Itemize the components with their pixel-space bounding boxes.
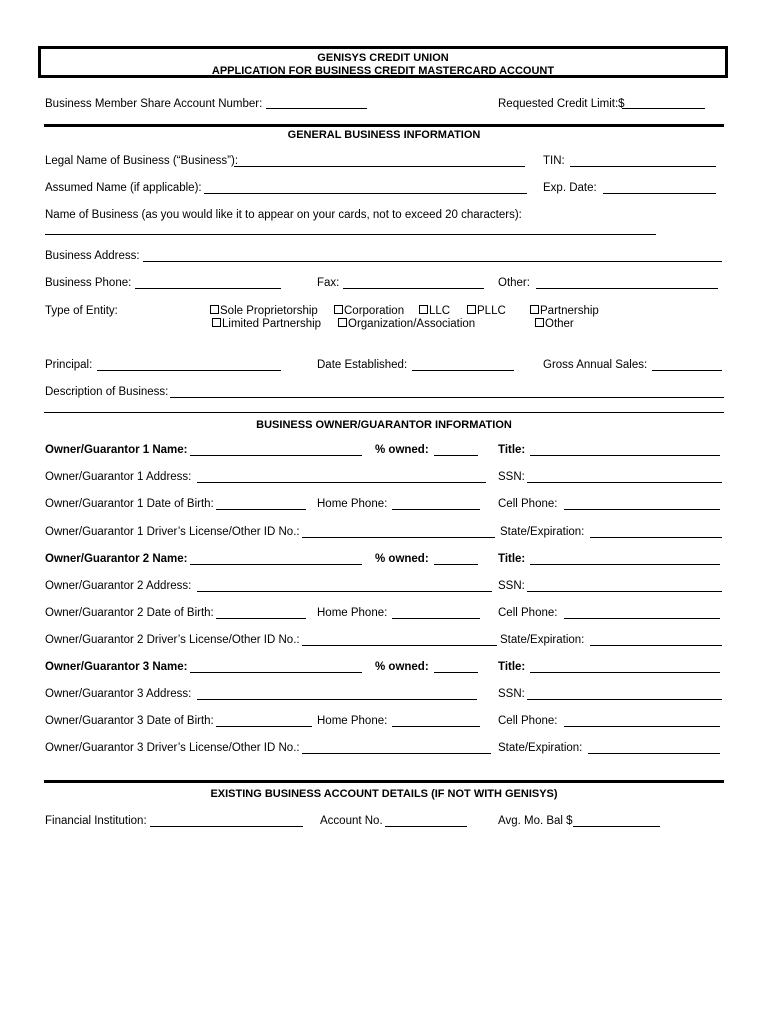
- owner1-name-field[interactable]: [190, 455, 362, 456]
- credit-limit-field[interactable]: [622, 108, 705, 109]
- description-field[interactable]: [170, 397, 724, 398]
- principal-field[interactable]: [97, 370, 281, 371]
- description-label: Description of Business:: [45, 386, 169, 398]
- owner3-ssn-label: SSN:: [498, 688, 525, 700]
- owner3-name-label: Owner/Guarantor 3 Name:: [45, 661, 188, 673]
- owner2-home-phone-label: Home Phone:: [317, 607, 388, 619]
- owner3-title-label: Title:: [498, 661, 526, 673]
- avg-balance-label: Avg. Mo. Bal $: [498, 815, 573, 827]
- assumed-name-label: Assumed Name (if applicable):: [45, 182, 202, 194]
- owner1-owned-label: % owned:: [375, 444, 429, 456]
- owner1-title-label: Title:: [498, 444, 526, 456]
- owner3-home-phone-label: Home Phone:: [317, 715, 388, 727]
- owner2-home-phone-field[interactable]: [392, 618, 480, 619]
- owner3-owned-field[interactable]: [434, 672, 478, 673]
- owner1-name-label: Owner/Guarantor 1 Name:: [45, 444, 188, 456]
- owner3-address-label: Owner/Guarantor 3 Address:: [45, 688, 192, 700]
- existing-section-title: EXISTING BUSINESS ACCOUNT DETAILS (IF NOT WITH GENISYS): [210, 788, 558, 800]
- owner3-address-field[interactable]: [197, 699, 477, 700]
- credit-union-name: GENISYS CREDIT UNION: [317, 52, 449, 64]
- legal-name-label: Legal Name of Business (“Business”):: [45, 155, 239, 167]
- gross-sales-field[interactable]: [652, 370, 722, 371]
- checkbox-icon: [467, 305, 476, 314]
- owner1-title-field[interactable]: [530, 455, 720, 456]
- checkbox-limited-partnership[interactable]: Limited Partnership: [212, 318, 321, 331]
- business-phone-label: Business Phone:: [45, 277, 132, 289]
- checkbox-corporation[interactable]: Corporation: [334, 305, 404, 318]
- financial-institution-label: Financial Institution:: [45, 815, 147, 827]
- exp-date-field[interactable]: [603, 193, 716, 194]
- form-title: APPLICATION FOR BUSINESS CREDIT MASTERCARD ACCOUNT: [211, 65, 555, 77]
- other-field[interactable]: [536, 288, 718, 289]
- checkbox-organization-association[interactable]: Organization/Association: [338, 318, 475, 331]
- checkbox-sole-proprietorship[interactable]: Sole Proprietorship: [210, 305, 318, 318]
- fax-field[interactable]: [343, 288, 484, 289]
- owner3-ssn-field[interactable]: [527, 699, 722, 700]
- owner2-cell-phone-label: Cell Phone:: [498, 607, 558, 619]
- other-label: Other:: [498, 277, 530, 289]
- checkbox-other[interactable]: Other: [535, 318, 574, 331]
- owner3-state-exp-label: State/Expiration:: [498, 742, 583, 754]
- owner1-cell-phone-field[interactable]: [564, 509, 720, 510]
- checkbox-icon: [535, 318, 544, 327]
- owner1-cell-phone-label: Cell Phone:: [498, 498, 558, 510]
- tin-field[interactable]: [570, 166, 716, 167]
- owner2-state-exp-label: State/Expiration:: [500, 634, 585, 646]
- card-name-field[interactable]: [45, 234, 656, 235]
- owner2-ssn-label: SSN:: [498, 580, 525, 592]
- owner1-address-label: Owner/Guarantor 1 Address:: [45, 471, 192, 483]
- checkbox-icon: [338, 318, 347, 327]
- owner2-state-exp-field[interactable]: [590, 645, 722, 646]
- assumed-name-field[interactable]: [204, 193, 527, 194]
- avg-balance-field[interactable]: [573, 826, 660, 827]
- section-divider: [44, 124, 724, 127]
- owner3-dob-field[interactable]: [216, 726, 312, 727]
- card-name-label: Name of Business (as you would like it to appear on your cards, not to exceed 20 characters):: [45, 209, 522, 221]
- section-divider: [44, 412, 724, 413]
- owner3-license-field[interactable]: [302, 753, 491, 754]
- owner2-title-label: Title:: [498, 553, 526, 565]
- entity-type-label: Type of Entity:: [45, 305, 118, 317]
- legal-name-field[interactable]: [234, 166, 525, 167]
- owner2-dob-field[interactable]: [216, 618, 306, 619]
- owner2-owned-field[interactable]: [434, 564, 478, 565]
- checkbox-icon: [419, 305, 428, 314]
- owner2-title-field[interactable]: [530, 564, 720, 565]
- owner3-title-field[interactable]: [530, 672, 720, 673]
- owner3-home-phone-field[interactable]: [392, 726, 480, 727]
- form-header: [38, 46, 728, 78]
- owner2-cell-phone-field[interactable]: [564, 618, 720, 619]
- checkbox-llc[interactable]: LLC: [419, 305, 450, 318]
- checkbox-pllc[interactable]: PLLC: [467, 305, 506, 318]
- owner1-home-phone-label: Home Phone:: [317, 498, 388, 510]
- owner2-address-label: Owner/Guarantor 2 Address:: [45, 580, 192, 592]
- owner1-owned-field[interactable]: [434, 455, 478, 456]
- financial-institution-field[interactable]: [150, 826, 303, 827]
- general-section-title: GENERAL BUSINESS INFORMATION: [287, 129, 481, 141]
- share-account-label: Business Member Share Account Number:: [45, 98, 263, 110]
- date-established-field[interactable]: [412, 370, 514, 371]
- owner1-home-phone-field[interactable]: [392, 509, 480, 510]
- owner1-license-field[interactable]: [302, 537, 495, 538]
- owner3-name-field[interactable]: [190, 672, 362, 673]
- owner3-state-exp-field[interactable]: [588, 753, 720, 754]
- checkbox-partnership[interactable]: Partnership: [530, 305, 599, 318]
- owner1-dob-label: Owner/Guarantor 1 Date of Birth:: [45, 498, 214, 510]
- section-divider: [44, 780, 724, 783]
- owner1-ssn-field[interactable]: [527, 482, 722, 483]
- owner2-ssn-field[interactable]: [527, 591, 722, 592]
- account-no-field[interactable]: [385, 826, 467, 827]
- owner3-license-label: Owner/Guarantor 3 Driver’s License/Other ID No.:: [45, 742, 300, 754]
- business-phone-field[interactable]: [135, 288, 281, 289]
- owner2-address-field[interactable]: [197, 591, 492, 592]
- account-no-label: Account No.: [320, 815, 383, 827]
- owner1-address-field[interactable]: [197, 482, 486, 483]
- owner1-dob-field[interactable]: [216, 509, 306, 510]
- owner2-license-field[interactable]: [302, 645, 497, 646]
- owner1-state-exp-label: State/Expiration:: [500, 526, 585, 538]
- tin-label: TIN:: [543, 155, 565, 167]
- owner1-license-label: Owner/Guarantor 1 Driver’s License/Other ID No.:: [45, 526, 300, 538]
- fax-label: Fax:: [317, 277, 340, 289]
- owner2-name-label: Owner/Guarantor 2 Name:: [45, 553, 188, 565]
- checkbox-icon: [530, 305, 539, 314]
- share-account-field[interactable]: [266, 108, 367, 109]
- owner3-owned-label: % owned:: [375, 661, 429, 673]
- gross-sales-label: Gross Annual Sales:: [543, 359, 648, 371]
- owner1-ssn-label: SSN:: [498, 471, 525, 483]
- checkbox-icon: [334, 305, 343, 314]
- principal-label: Principal:: [45, 359, 93, 371]
- owner2-name-field[interactable]: [190, 564, 362, 565]
- business-address-field[interactable]: [143, 261, 722, 262]
- owner3-dob-label: Owner/Guarantor 3 Date of Birth:: [45, 715, 214, 727]
- owner2-dob-label: Owner/Guarantor 2 Date of Birth:: [45, 607, 214, 619]
- business-address-label: Business Address:: [45, 250, 140, 262]
- owner3-cell-phone-field[interactable]: [564, 726, 720, 727]
- checkbox-icon: [210, 305, 219, 314]
- owner2-license-label: Owner/Guarantor 2 Driver’s License/Other ID No.:: [45, 634, 300, 646]
- owner3-cell-phone-label: Cell Phone:: [498, 715, 558, 727]
- owners-section-title: BUSINESS OWNER/GUARANTOR INFORMATION: [256, 419, 512, 431]
- credit-limit-label: Requested Credit Limit:$: [498, 98, 625, 110]
- checkbox-icon: [212, 318, 221, 327]
- exp-date-label: Exp. Date:: [543, 182, 597, 194]
- date-established-label: Date Established:: [317, 359, 408, 371]
- owner1-state-exp-field[interactable]: [590, 537, 722, 538]
- owner2-owned-label: % owned:: [375, 553, 429, 565]
